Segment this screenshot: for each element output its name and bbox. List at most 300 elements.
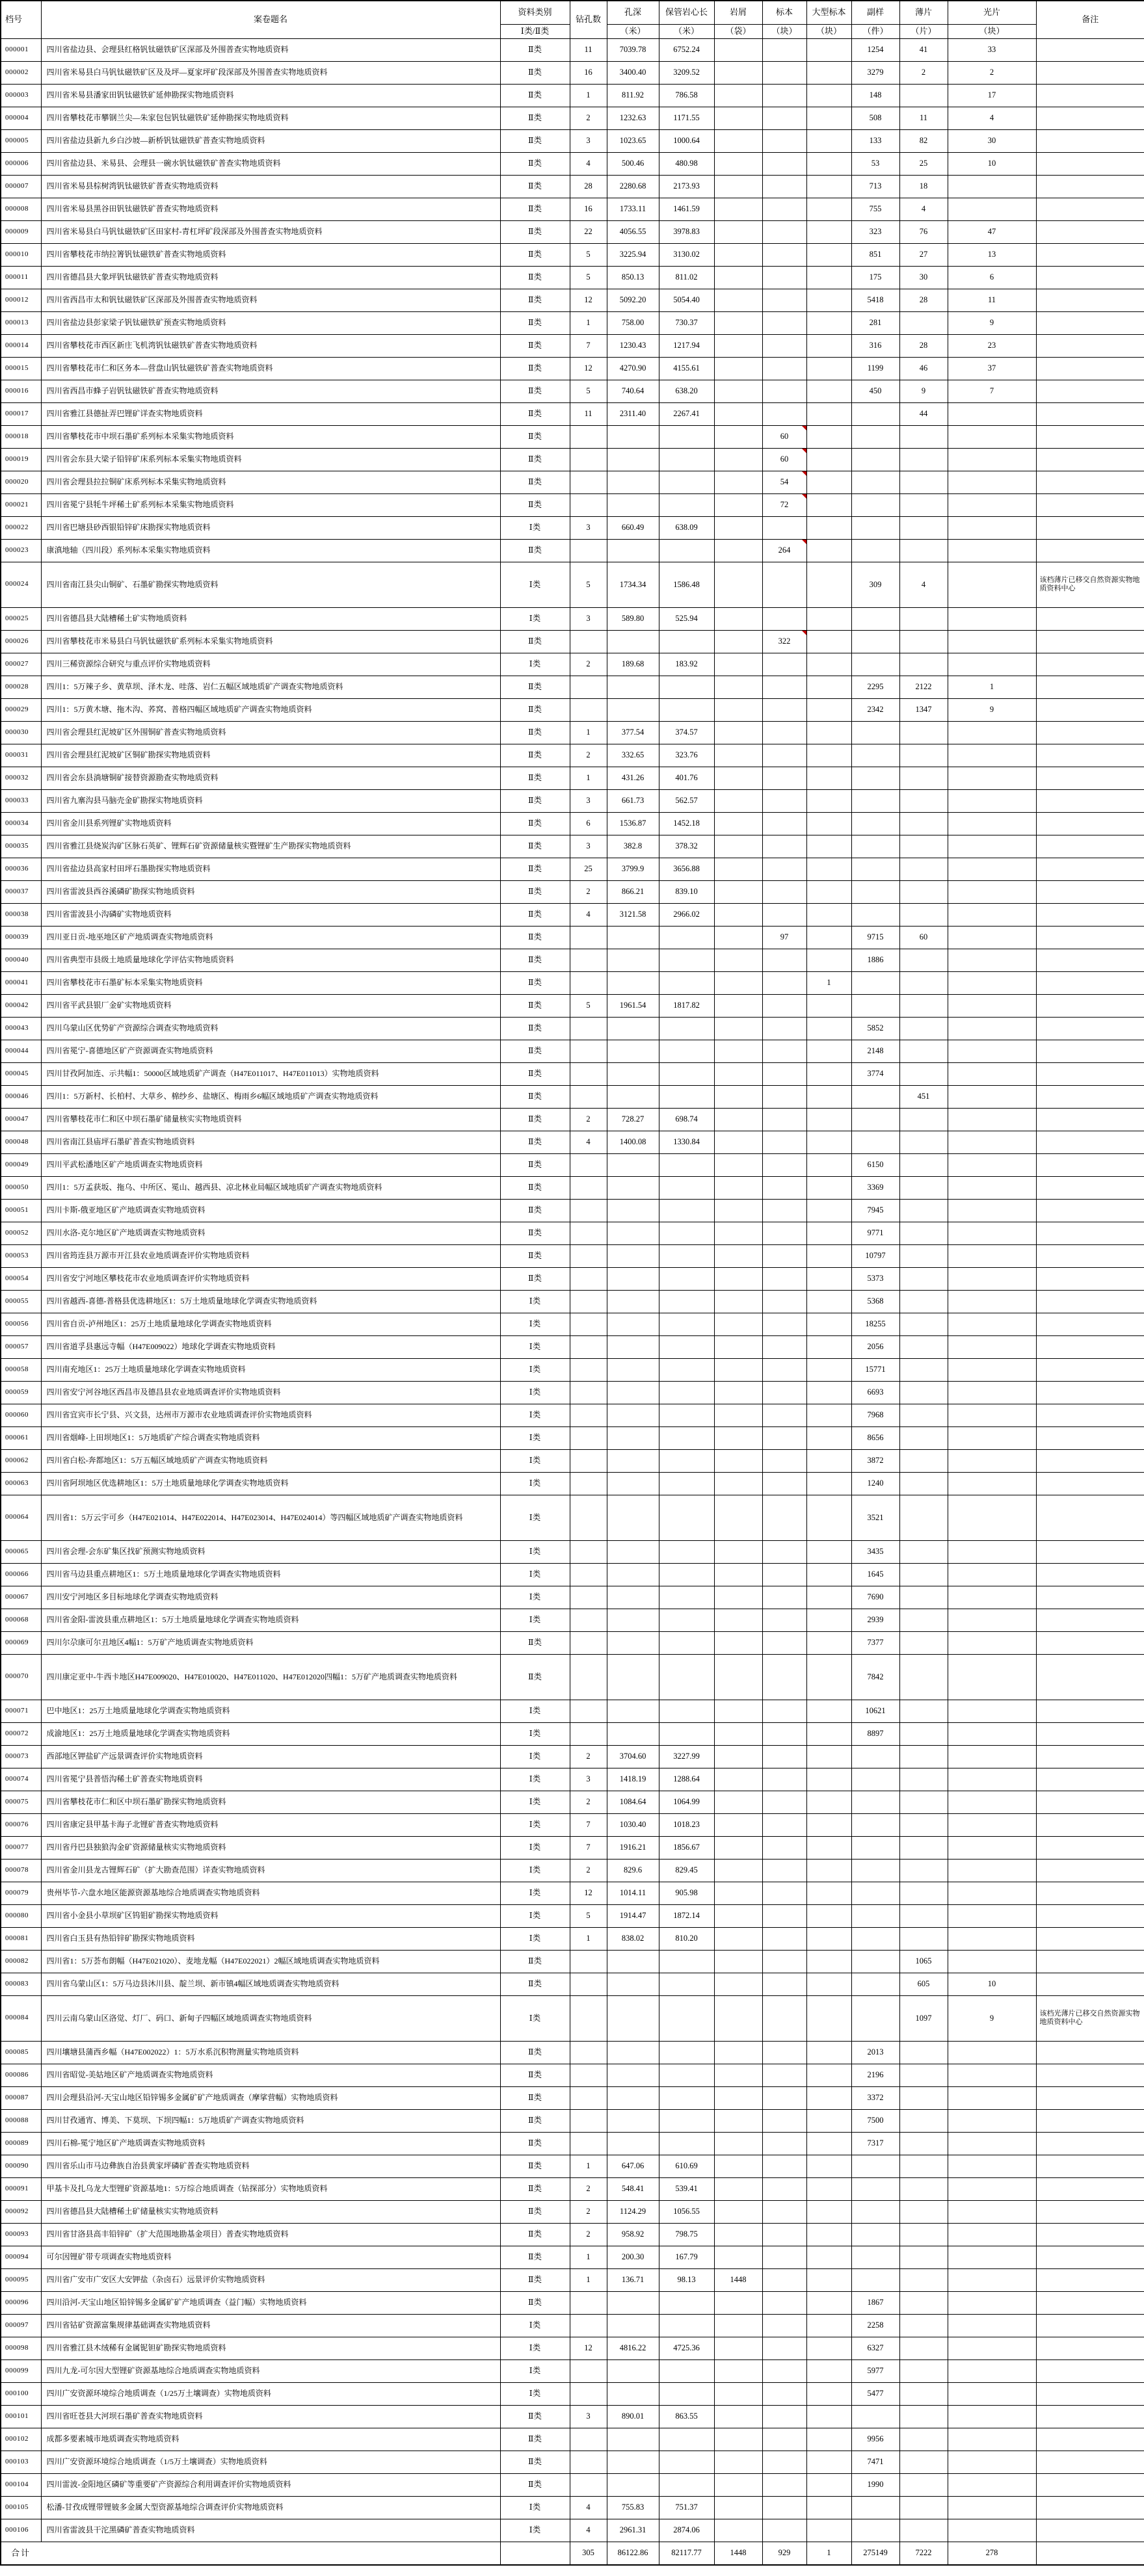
cell-title: 松潘-甘孜成锂带锂铍多金属大型资源基地综合调查评价实物地质资料 xyxy=(41,2496,500,2519)
cell-category: Ⅰ类 xyxy=(500,1426,570,1449)
table-row xyxy=(1,402,1144,425)
cell-category: Ⅰ类 xyxy=(500,1722,570,1745)
cell-polished-sections xyxy=(948,1358,1036,1381)
cell-kept-core: 3130.02 xyxy=(659,243,714,266)
total-drill-holes: 305 xyxy=(570,2542,607,2565)
cell-thin-sections xyxy=(899,539,948,562)
cell-category: Ⅱ类 xyxy=(500,1631,570,1654)
cell-specimens xyxy=(762,2132,806,2155)
cell-archive-no: 000063 xyxy=(1,1472,41,1495)
table-row xyxy=(1,2086,1144,2109)
cell-duplicate-samples: 6327 xyxy=(851,2337,899,2359)
cell-duplicate-samples xyxy=(851,1836,899,1859)
cell-title: 四川会理县沿河-天宝山地区铅锌锡多金属矿矿产地质调查（摩挲营幅）实物地质资料 xyxy=(41,2086,500,2109)
cell-cuttings xyxy=(714,1267,762,1290)
header-category-sub: Ⅰ类/Ⅱ类 xyxy=(500,24,570,38)
cell-large-specimens xyxy=(806,1449,851,1472)
cell-specimens xyxy=(762,2086,806,2109)
cell-kept-core xyxy=(659,1085,714,1108)
cell-title: 四川省白松-奔都地区1：5万五幅区域地质矿产调查实物地质资料 xyxy=(41,1449,500,1472)
cell-large-specimens xyxy=(806,1586,851,1609)
cell-archive-no: 000095 xyxy=(1,2268,41,2291)
cell-archive-no: 000019 xyxy=(1,448,41,471)
cell-specimens xyxy=(762,2382,806,2405)
cell-category: Ⅱ类 xyxy=(500,2223,570,2246)
table-row xyxy=(1,2268,1144,2291)
cell-drill-holes: 4 xyxy=(570,2496,607,2519)
cell-thin-sections xyxy=(899,1813,948,1836)
cell-polished-sections xyxy=(948,1313,1036,1335)
cell-cuttings xyxy=(714,539,762,562)
cell-remark xyxy=(1036,1654,1144,1700)
cell-kept-core: 183.92 xyxy=(659,653,714,676)
cell-remark xyxy=(1036,698,1144,721)
cell-polished-sections: 23 xyxy=(948,334,1036,357)
cell-thin-sections xyxy=(899,1722,948,1745)
cell-hole-depth: 1961.54 xyxy=(607,994,659,1017)
cell-hole-depth: 589.80 xyxy=(607,607,659,630)
cell-kept-core xyxy=(659,2428,714,2451)
cell-kept-core: 539.41 xyxy=(659,2177,714,2200)
cell-drill-holes: 16 xyxy=(570,198,607,220)
cell-thin-sections xyxy=(899,653,948,676)
cell-specimens xyxy=(762,676,806,698)
cell-category: Ⅱ类 xyxy=(500,2177,570,2200)
cell-duplicate-samples: 3372 xyxy=(851,2086,899,2109)
cell-large-specimens xyxy=(806,1745,851,1768)
cell-archive-no: 000097 xyxy=(1,2314,41,2337)
cell-polished-sections xyxy=(948,1540,1036,1563)
cell-polished-sections xyxy=(948,1222,1036,1244)
cell-archive-no: 000055 xyxy=(1,1290,41,1313)
cell-category: Ⅱ类 xyxy=(500,402,570,425)
cell-category: Ⅱ类 xyxy=(500,880,570,903)
cell-category: Ⅰ类 xyxy=(500,1995,570,2041)
cell-duplicate-samples xyxy=(851,448,899,471)
cell-kept-core xyxy=(659,2382,714,2405)
cell-remark xyxy=(1036,175,1144,198)
cell-duplicate-samples: 6693 xyxy=(851,1381,899,1404)
cell-archive-no: 000010 xyxy=(1,243,41,266)
cell-thin-sections xyxy=(899,2246,948,2268)
cell-remark xyxy=(1036,789,1144,812)
table-row xyxy=(1,1267,1144,1290)
cell-cuttings xyxy=(714,1995,762,2041)
cell-hole-depth: 200.30 xyxy=(607,2246,659,2268)
cell-specimens xyxy=(762,1404,806,1426)
cell-thin-sections xyxy=(899,812,948,835)
cell-duplicate-samples: 7377 xyxy=(851,1631,899,1654)
cell-title: 四川省雅江县烧炭沟矿区脉石英矿、锂辉石矿资源储量核实暨锂矿生产勘探实物地质资料 xyxy=(41,835,500,858)
cell-large-specimens xyxy=(806,2496,851,2519)
cell-drill-holes: 2 xyxy=(570,2223,607,2246)
cell-polished-sections xyxy=(948,175,1036,198)
table-row xyxy=(1,1654,1144,1700)
cell-duplicate-samples: 3774 xyxy=(851,1062,899,1085)
cell-cuttings xyxy=(714,2086,762,2109)
cell-title: 四川省攀枝花市中坝石墨矿系列标本采集实物地质资料 xyxy=(41,425,500,448)
cell-polished-sections xyxy=(948,1244,1036,1267)
cell-kept-core xyxy=(659,1244,714,1267)
cell-remark xyxy=(1036,1267,1144,1290)
cell-large-specimens xyxy=(806,1904,851,1927)
cell-thin-sections: 9 xyxy=(899,380,948,402)
cell-cuttings xyxy=(714,1631,762,1654)
cell-archive-no: 000073 xyxy=(1,1745,41,1768)
cell-archive-no: 000072 xyxy=(1,1722,41,1745)
cell-specimens xyxy=(762,2337,806,2359)
cell-category: Ⅰ类 xyxy=(500,653,570,676)
cell-polished-sections: 7 xyxy=(948,380,1036,402)
cell-cuttings xyxy=(714,1586,762,1609)
table-row xyxy=(1,1950,1144,1973)
cell-remark xyxy=(1036,1199,1144,1222)
cell-archive-no: 000031 xyxy=(1,744,41,767)
cell-category: Ⅱ类 xyxy=(500,1040,570,1062)
table-row xyxy=(1,539,1144,562)
cell-hole-depth xyxy=(607,2086,659,2109)
cell-archive-no: 000090 xyxy=(1,2155,41,2177)
table-row xyxy=(1,1335,1144,1358)
header-unit-cuttings: （袋） xyxy=(714,24,762,38)
cell-remark xyxy=(1036,2405,1144,2428)
cell-hole-depth xyxy=(607,1085,659,1108)
cell-specimens xyxy=(762,858,806,880)
cell-large-specimens xyxy=(806,1495,851,1540)
cell-cuttings xyxy=(714,698,762,721)
cell-cuttings xyxy=(714,1062,762,1085)
cell-duplicate-samples xyxy=(851,767,899,789)
cell-large-specimens xyxy=(806,516,851,539)
cell-category: Ⅱ类 xyxy=(500,2291,570,2314)
cell-hole-depth: 728.27 xyxy=(607,1108,659,1131)
cell-polished-sections xyxy=(948,1882,1036,1904)
cell-polished-sections xyxy=(948,1722,1036,1745)
cell-title: 四川省自贡-泸州地区1：25万土地质量地球化学调查实物地质资料 xyxy=(41,1313,500,1335)
cell-cuttings xyxy=(714,1859,762,1882)
cell-title: 四川省越西-喜德-普格县优选耕地区1：5万土地质量地球化学调查实物地质资料 xyxy=(41,1290,500,1313)
cell-large-specimens xyxy=(806,243,851,266)
cell-thin-sections xyxy=(899,1290,948,1313)
cell-cuttings xyxy=(714,402,762,425)
cell-archive-no: 000025 xyxy=(1,607,41,630)
table-row xyxy=(1,1700,1144,1722)
cell-drill-holes xyxy=(570,2382,607,2405)
cell-archive-no: 000032 xyxy=(1,767,41,789)
cell-cuttings xyxy=(714,562,762,607)
cell-thin-sections xyxy=(899,2223,948,2246)
cell-cuttings xyxy=(714,2155,762,2177)
cell-remark xyxy=(1036,1882,1144,1904)
cell-title: 四川广安资源环境综合地质调查（1/5万土壤调查）实物地质资料 xyxy=(41,2451,500,2473)
cell-large-specimens xyxy=(806,903,851,926)
cell-specimens xyxy=(762,1995,806,2041)
cell-thin-sections xyxy=(899,721,948,744)
cell-polished-sections xyxy=(948,2223,1036,2246)
cell-category: Ⅰ类 xyxy=(500,1472,570,1495)
table-row xyxy=(1,1290,1144,1313)
header-title: 案卷题名 xyxy=(41,1,500,38)
cell-polished-sections xyxy=(948,2359,1036,2382)
cell-archive-no: 000018 xyxy=(1,425,41,448)
cell-archive-no: 000002 xyxy=(1,61,41,84)
cell-polished-sections xyxy=(948,1449,1036,1472)
cell-kept-core: 1461.59 xyxy=(659,198,714,220)
cell-specimens xyxy=(762,357,806,380)
cell-drill-holes: 11 xyxy=(570,38,607,61)
cell-archive-no: 000039 xyxy=(1,926,41,949)
table-row xyxy=(1,1745,1144,1768)
cell-remark: 该档薄片已移交自然资源实物地质资料中心 xyxy=(1036,562,1144,607)
cell-archive-no: 000079 xyxy=(1,1882,41,1904)
cell-specimens xyxy=(762,2041,806,2064)
cell-hole-depth xyxy=(607,2132,659,2155)
cell-cuttings xyxy=(714,2473,762,2496)
cell-archive-no: 000080 xyxy=(1,1904,41,1927)
cell-hole-depth xyxy=(607,493,659,516)
cell-category: Ⅱ类 xyxy=(500,1017,570,1040)
cell-remark xyxy=(1036,2246,1144,2268)
cell-kept-core: 525.94 xyxy=(659,607,714,630)
cell-title: 四川广安资源环境综合地质调查（1/25万土壤调查）实物地质资料 xyxy=(41,2382,500,2405)
cell-archive-no: 000075 xyxy=(1,1791,41,1813)
cell-remark xyxy=(1036,1244,1144,1267)
cell-hole-depth xyxy=(607,471,659,493)
cell-large-specimens xyxy=(806,1267,851,1290)
table-row xyxy=(1,1859,1144,1882)
cell-kept-core: 378.32 xyxy=(659,835,714,858)
cell-cuttings xyxy=(714,1085,762,1108)
cell-large-specimens xyxy=(806,767,851,789)
cell-polished-sections xyxy=(948,2109,1036,2132)
cell-large-specimens xyxy=(806,789,851,812)
cell-cuttings xyxy=(714,1244,762,1267)
cell-duplicate-samples: 7968 xyxy=(851,1404,899,1426)
cell-large-specimens xyxy=(806,2382,851,2405)
table-row xyxy=(1,448,1144,471)
cell-drill-holes xyxy=(570,1540,607,1563)
cell-category: Ⅱ类 xyxy=(500,2473,570,2496)
cell-drill-holes: 2 xyxy=(570,1859,607,1882)
cell-polished-sections xyxy=(948,789,1036,812)
cell-specimens xyxy=(762,311,806,334)
cell-archive-no: 000015 xyxy=(1,357,41,380)
cell-drill-holes: 16 xyxy=(570,61,607,84)
cell-duplicate-samples xyxy=(851,2223,899,2246)
cell-archive-no: 000084 xyxy=(1,1995,41,2041)
cell-duplicate-samples: 2342 xyxy=(851,698,899,721)
cell-large-specimens xyxy=(806,880,851,903)
cell-remark xyxy=(1036,653,1144,676)
cell-polished-sections xyxy=(948,2041,1036,2064)
cell-remark xyxy=(1036,61,1144,84)
cell-category: Ⅱ类 xyxy=(500,493,570,516)
cell-title: 四川省九寨沟县马脑壳金矿勘探实物地质资料 xyxy=(41,789,500,812)
cell-cuttings xyxy=(714,175,762,198)
cell-title: 四川省小金县小草坝矿区钨钼矿勘探实物地质资料 xyxy=(41,1904,500,1927)
cell-cuttings xyxy=(714,880,762,903)
header-unit-polished-sections: （块） xyxy=(948,24,1036,38)
cell-cuttings xyxy=(714,767,762,789)
cell-large-specimens xyxy=(806,1927,851,1950)
cell-drill-holes xyxy=(570,2132,607,2155)
cell-polished-sections xyxy=(948,721,1036,744)
cell-specimens xyxy=(762,107,806,129)
cell-cuttings xyxy=(714,2177,762,2200)
header-unit-large-specimens: （块） xyxy=(806,24,851,38)
cell-category: Ⅰ类 xyxy=(500,1313,570,1335)
cell-kept-core xyxy=(659,1631,714,1654)
cell-specimens xyxy=(762,1313,806,1335)
cell-hole-depth: 4056.55 xyxy=(607,220,659,243)
cell-remark xyxy=(1036,994,1144,1017)
cell-duplicate-samples xyxy=(851,653,899,676)
cell-thin-sections xyxy=(899,2382,948,2405)
cell-cuttings xyxy=(714,2041,762,2064)
table-row xyxy=(1,562,1144,607)
cell-thin-sections xyxy=(899,1313,948,1335)
cell-hole-depth: 811.92 xyxy=(607,84,659,107)
cell-thin-sections xyxy=(899,1586,948,1609)
cell-duplicate-samples: 2939 xyxy=(851,1609,899,1631)
cell-cuttings xyxy=(714,2200,762,2223)
cell-specimens xyxy=(762,1426,806,1449)
cell-cuttings xyxy=(714,2428,762,2451)
cell-hole-depth: 3121.58 xyxy=(607,903,659,926)
cell-cuttings xyxy=(714,630,762,653)
cell-kept-core: 1018.23 xyxy=(659,1813,714,1836)
cell-category: Ⅱ类 xyxy=(500,175,570,198)
cell-remark xyxy=(1036,2086,1144,2109)
cell-drill-holes xyxy=(570,1267,607,1290)
cell-kept-core: 2874.06 xyxy=(659,2519,714,2542)
cell-specimens xyxy=(762,1131,806,1153)
table-row xyxy=(1,971,1144,994)
cell-kept-core: 698.74 xyxy=(659,1108,714,1131)
cell-archive-no: 000066 xyxy=(1,1563,41,1586)
cell-duplicate-samples: 6150 xyxy=(851,1153,899,1176)
cell-specimens xyxy=(762,1335,806,1358)
cell-thin-sections xyxy=(899,2200,948,2223)
cell-duplicate-samples xyxy=(851,607,899,630)
cell-title: 四川省雅江县木绒稀有金属铌钽矿勘探实物地质资料 xyxy=(41,2337,500,2359)
cell-duplicate-samples: 3872 xyxy=(851,1449,899,1472)
cell-polished-sections: 10 xyxy=(948,1973,1036,1995)
cell-polished-sections: 6 xyxy=(948,266,1036,289)
cell-archive-no: 000013 xyxy=(1,311,41,334)
cell-drill-holes xyxy=(570,1426,607,1449)
cell-kept-core xyxy=(659,2359,714,2382)
cell-category: Ⅱ类 xyxy=(500,289,570,311)
cell-thin-sections xyxy=(899,2405,948,2428)
cell-cuttings xyxy=(714,1313,762,1335)
cell-duplicate-samples: 9956 xyxy=(851,2428,899,2451)
cell-specimens xyxy=(762,175,806,198)
cell-remark xyxy=(1036,2314,1144,2337)
table-row xyxy=(1,471,1144,493)
cell-kept-core: 1856.67 xyxy=(659,1836,714,1859)
cell-archive-no: 000016 xyxy=(1,380,41,402)
cell-drill-holes xyxy=(570,1700,607,1722)
cell-drill-holes xyxy=(570,1586,607,1609)
cell-cuttings xyxy=(714,744,762,767)
header-archive-no: 档号 xyxy=(1,1,41,38)
cell-hole-depth: 838.02 xyxy=(607,1927,659,1950)
table-row xyxy=(1,2246,1144,2268)
cell-cuttings xyxy=(714,1426,762,1449)
cell-cuttings xyxy=(714,107,762,129)
table-row xyxy=(1,1904,1144,1927)
cell-archive-no: 000071 xyxy=(1,1700,41,1722)
cell-thin-sections xyxy=(899,767,948,789)
cell-drill-holes xyxy=(570,1449,607,1472)
cell-hole-depth: 136.71 xyxy=(607,2268,659,2291)
cell-title: 四川省道孚县惠远寺幅（H47E009022）地球化学调查实物地质资料 xyxy=(41,1335,500,1358)
cell-title: 四川省攀枝花市攀钢兰尖—朱家包包钒钛磁铁矿延伸勘探实物地质资料 xyxy=(41,107,500,129)
cell-thin-sections xyxy=(899,2519,948,2542)
cell-hole-depth: 500.46 xyxy=(607,152,659,175)
cell-kept-core: 3209.52 xyxy=(659,61,714,84)
cell-duplicate-samples: 5477 xyxy=(851,2382,899,2405)
cell-polished-sections xyxy=(948,1927,1036,1950)
cell-category: Ⅱ类 xyxy=(500,2041,570,2064)
cell-drill-holes xyxy=(570,1381,607,1404)
cell-kept-core xyxy=(659,1472,714,1495)
cell-polished-sections xyxy=(948,2064,1036,2086)
cell-kept-core xyxy=(659,1700,714,1722)
cell-archive-no: 000101 xyxy=(1,2405,41,2428)
cell-thin-sections xyxy=(899,1859,948,1882)
cell-duplicate-samples: 2013 xyxy=(851,2041,899,2064)
cell-large-specimens xyxy=(806,653,851,676)
cell-large-specimens xyxy=(806,1108,851,1131)
cell-archive-no: 000089 xyxy=(1,2132,41,2155)
cell-duplicate-samples: 7471 xyxy=(851,2451,899,2473)
cell-thin-sections xyxy=(899,2473,948,2496)
cell-kept-core xyxy=(659,926,714,949)
cell-hole-depth xyxy=(607,1722,659,1745)
cell-cuttings xyxy=(714,2132,762,2155)
cell-duplicate-samples: 175 xyxy=(851,266,899,289)
cell-specimens xyxy=(762,243,806,266)
cell-duplicate-samples xyxy=(851,1973,899,1995)
cell-specimens xyxy=(762,1222,806,1244)
cell-large-specimens xyxy=(806,1631,851,1654)
cell-large-specimens xyxy=(806,471,851,493)
cell-archive-no: 000044 xyxy=(1,1040,41,1062)
table-row xyxy=(1,2155,1144,2177)
cell-kept-core: 1586.48 xyxy=(659,562,714,607)
table-row xyxy=(1,835,1144,858)
cell-polished-sections xyxy=(948,812,1036,835)
cell-duplicate-samples xyxy=(851,880,899,903)
cell-remark xyxy=(1036,2200,1144,2223)
cell-thin-sections: 44 xyxy=(899,402,948,425)
cell-cuttings xyxy=(714,2359,762,2382)
cell-archive-no: 000104 xyxy=(1,2473,41,2496)
cell-large-specimens xyxy=(806,152,851,175)
cell-archive-no: 000029 xyxy=(1,698,41,721)
table-row xyxy=(1,1404,1144,1426)
cell-kept-core: 4725.36 xyxy=(659,2337,714,2359)
cell-drill-holes xyxy=(570,425,607,448)
table-row xyxy=(1,2041,1144,2064)
cell-specimens: 60 xyxy=(762,425,806,448)
cell-thin-sections xyxy=(899,949,948,971)
cell-polished-sections: 13 xyxy=(948,243,1036,266)
cell-kept-core xyxy=(659,1199,714,1222)
cell-remark xyxy=(1036,152,1144,175)
